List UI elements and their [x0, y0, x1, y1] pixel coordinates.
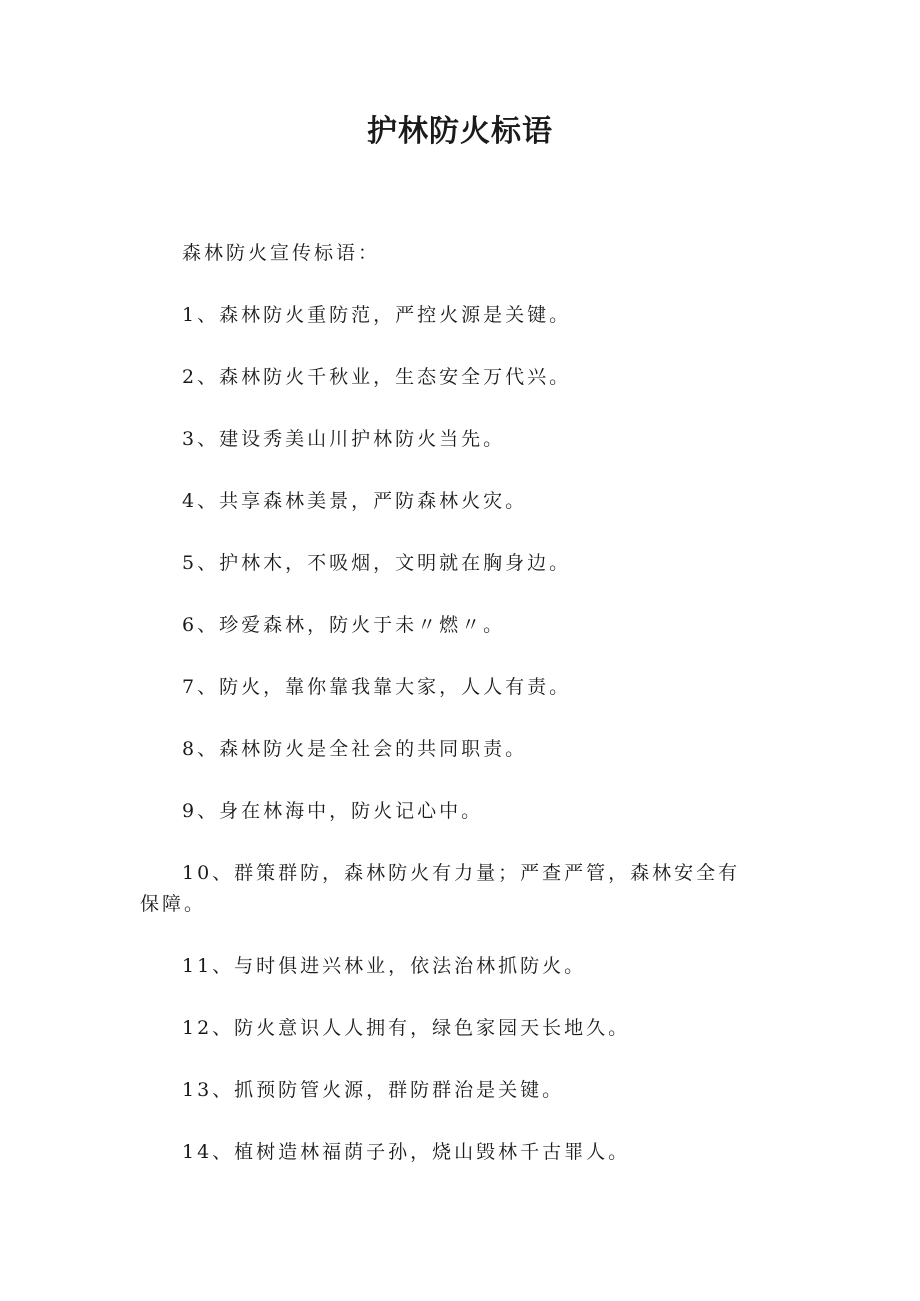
slogan-item: 14、植树造林福荫子孙，烧山毁林千古罪人。	[182, 1141, 631, 1163]
slogan-item: 13、抓预防管火源，群防群治是关键。	[182, 1079, 565, 1101]
intro-paragraph: 森林防火宣传标语：	[182, 242, 381, 264]
slogan-item: 7、防火，靠你靠我靠大家，人人有责。	[182, 676, 572, 698]
slogan-item: 10、群策群防，森林防火有力量；严查严管，森林安全有保障。	[140, 862, 741, 915]
slogan-item: 4、共享森林美景，严防森林火灾。	[182, 490, 528, 512]
slogan-item: 5、护林木，不吸烟，文明就在胸身边。	[182, 552, 572, 574]
slogan-item: 1、森林防火重防范，严控火源是关键。	[182, 304, 572, 326]
slogan-item: 12、防火意识人人拥有，绿色家园天长地久。	[182, 1017, 631, 1039]
slogan-item: 8、森林防火是全社会的共同职责。	[182, 738, 528, 760]
document-body	[140, 238, 760, 1199]
slogan-item: 2、森林防火千秋业，生态安全万代兴。	[182, 366, 572, 388]
slogan-item: 9、身在林海中，防火记心中。	[182, 800, 484, 822]
slogan-item: 3、建设秀美山川护林防火当先。	[182, 428, 506, 450]
page-title: 护林防火标语	[367, 114, 553, 149]
slogan-item: 6、珍爱森林，防火于未〃燃〃。	[182, 614, 506, 636]
slogan-item: 11、与时俱进兴林业，依法治林抓防火。	[182, 955, 587, 977]
